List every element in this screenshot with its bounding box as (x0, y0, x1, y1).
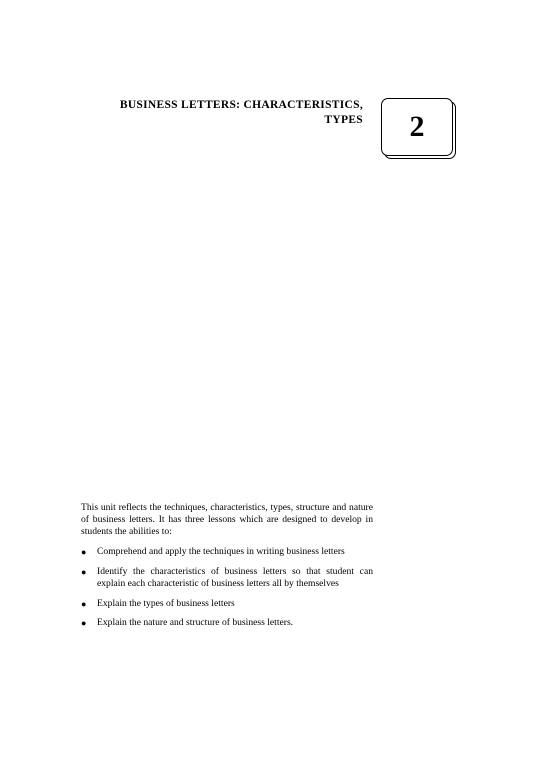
bullet-icon: ● (81, 547, 87, 557)
intro-paragraph: This unit reflects the techniques, characteristics, types, structure and nature of business letters. It has three lessons which are designed to develop in students the abilities to: (81, 502, 373, 538)
objective-text: Comprehend and apply the techniques in writing business letters (97, 546, 345, 557)
chapter-number: 2 (409, 110, 425, 143)
objective-text: Explain the nature and structure of business letters. (97, 617, 294, 629)
objective-text: Identify the characteristics of business letters so that student can explain each characteristic of business letters all by themselves (97, 565, 373, 589)
objective-item (81, 566, 373, 590)
bullet-icon: ● (81, 598, 87, 609)
objective-item (81, 598, 373, 610)
objective-item (81, 546, 373, 558)
objective-item (81, 617, 373, 629)
chapter-title-line-2: TYPES (324, 113, 363, 126)
badge-box (381, 98, 453, 156)
objective-text: Explain the types of business letters (97, 597, 235, 609)
bullet-icon: ● (81, 618, 87, 629)
bullet-icon: ● (81, 566, 87, 577)
chapter-title-line-1: BUSINESS LETTERS: CHARACTERISTICS, (119, 99, 363, 111)
chapter-number-badge (381, 98, 457, 160)
objectives-list (81, 546, 373, 637)
chapter-title (108, 98, 363, 127)
